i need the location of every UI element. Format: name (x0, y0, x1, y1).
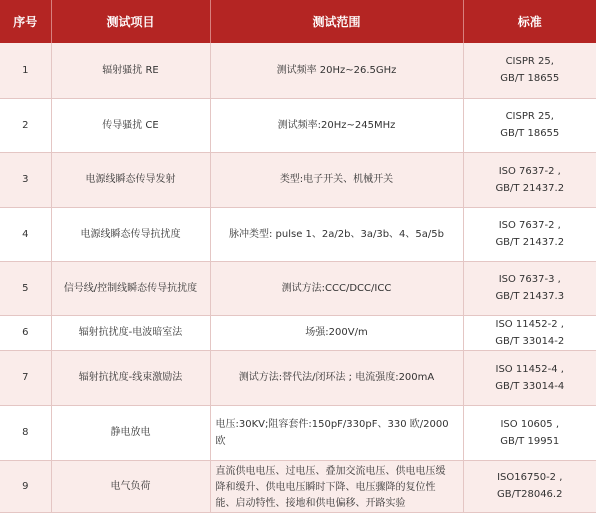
standard-line: ISO 11452-4 , (495, 363, 564, 375)
test-item: 电气负荷 (51, 460, 210, 512)
header-row (0, 0, 596, 43)
test-range: 脉冲类型: pulse 1、2a/2b、3a/3b、4、5a/5b (210, 207, 463, 261)
header-item: 测试项目 (51, 0, 210, 43)
row-number: 3 (0, 152, 51, 207)
table-row (0, 207, 596, 261)
standard-line: GB/T 33014-2 (495, 335, 565, 347)
standard-line: CISPR 25, (505, 56, 554, 68)
standard-line: ISO 7637-2 , (498, 220, 561, 231)
row-number: 8 (0, 405, 51, 460)
standard-line: GB/T 21437.2 (495, 182, 565, 194)
range-line: 能、启动特性、接地和供电偏移、开路实验 (215, 497, 406, 509)
range-line: 降和缓升、供电电压瞬时下降、电压骤降的复位性 (215, 481, 436, 493)
standard-line: CISPR 25, (505, 111, 554, 122)
table-row (0, 152, 596, 207)
test-range: 类型:电子开关、机械开关 (210, 152, 463, 207)
standard (463, 460, 596, 512)
standard (463, 152, 596, 207)
table-row (0, 350, 596, 405)
standard-line: GB/T 21437.3 (495, 291, 565, 302)
test-item: 辐射骚扰 RE (51, 43, 210, 98)
standard-line: ISO 10605 , (500, 418, 559, 430)
standard-line: GB/T 19951 (500, 435, 560, 447)
standard (463, 405, 596, 460)
test-item: 辐射抗扰度-电波暗室法 (51, 315, 210, 350)
standard-line: GB/T 18655 (500, 73, 560, 85)
test-item: 传导骚扰 CE (51, 98, 210, 152)
test-range: 电压:30KV;阻容套件:150pF/330pF、330 欧/2000 欧 (210, 405, 463, 460)
row-number: 5 (0, 261, 51, 315)
row-number: 9 (0, 460, 51, 512)
standard (463, 43, 596, 98)
standard-line: ISO 11452-2 , (495, 318, 564, 330)
standard (463, 350, 596, 405)
table-row (0, 315, 596, 350)
header-no: 序号 (0, 0, 51, 43)
test-range (210, 460, 463, 512)
standard-line: ISO 7637-3 , (498, 274, 561, 285)
standard-line: ISO16750-2 , (497, 472, 563, 483)
test-item: 电源线瞬态传导抗扰度 (51, 207, 210, 261)
test-item: 信号线/控制线瞬态传导抗扰度 (51, 261, 210, 315)
table-row (0, 460, 596, 512)
test-item: 电源线瞬态传导发射 (51, 152, 210, 207)
range-line: 直流供电电压、过电压、叠加交流电压、供电电压缓 (215, 465, 446, 477)
standard-line: ISO 7637-2 , (498, 165, 561, 177)
test-item: 静电放电 (51, 405, 210, 460)
row-number: 7 (0, 350, 51, 405)
test-range: 测试方法:替代法/闭环法 ; 电流强度:200mA (210, 350, 463, 405)
row-number: 2 (0, 98, 51, 152)
standard-line: GB/T 33014-4 (495, 380, 565, 392)
test-range: 场强:200V/m (210, 315, 463, 350)
table-row (0, 43, 596, 98)
test-range: 测试频率 20Hz~26.5GHz (210, 43, 463, 98)
table-row (0, 405, 596, 460)
test-range: 测试方法:CCC/DCC/ICC (210, 261, 463, 315)
header-range: 测试范围 (210, 0, 463, 43)
table-row (0, 261, 596, 315)
test-range: 测试频率:20Hz~245MHz (210, 98, 463, 152)
standard-line: GB/T28046.2 (497, 489, 563, 500)
header-standard: 标准 (463, 0, 596, 43)
standard (463, 315, 596, 350)
standard (463, 261, 596, 315)
standard-line: GB/T 18655 (500, 128, 560, 139)
row-number: 4 (0, 207, 51, 261)
standard (463, 98, 596, 152)
row-number: 1 (0, 43, 51, 98)
standard (463, 207, 596, 261)
table-row (0, 98, 596, 152)
row-number: 6 (0, 315, 51, 350)
test-item: 辐射抗扰度-线束激励法 (51, 350, 210, 405)
standard-line: GB/T 21437.2 (495, 237, 565, 248)
